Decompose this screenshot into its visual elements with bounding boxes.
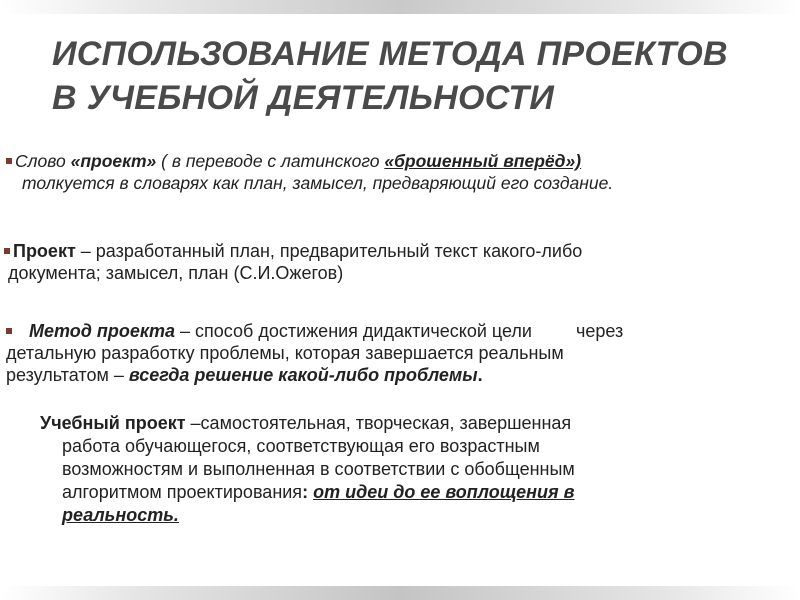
p1-intro: Слово [15, 151, 71, 171]
paragraph-word-project [6, 150, 786, 194]
paragraph-educational-project [40, 412, 720, 527]
p4-line-3: возможностям и выполненная в соответствии с обобщенным [62, 459, 575, 479]
p1-mid: ( в переводе с латинского [156, 151, 385, 171]
title-line-2: В УЧЕБНОЙ ДЕЯТЕЛЬНОСТИ [52, 79, 555, 117]
p3-period: . [477, 365, 483, 385]
p4-line-1-rest: –самостоятельная, творческая, завершенная [185, 413, 572, 433]
p3-line-1-rest: – способ достижения дидактической цели [175, 321, 532, 341]
p2-term: Проект [13, 241, 76, 261]
square-bullet-icon [4, 248, 10, 254]
slide-title [52, 32, 772, 120]
p3-line-2: детальную разработку проблемы, которая завершается реальным [6, 343, 564, 363]
title-line-1: ИСПОЛЬЗОВАНИЕ МЕТОДА ПРОЕКТОВ [52, 35, 728, 73]
p1-line-2: толкуется в словарях как план, замысел, предваряющий его создание. [22, 173, 614, 193]
p4-line-4-start: алгоритмом проектирования [62, 482, 303, 502]
square-bullet-icon [6, 158, 12, 164]
p2-line-1-rest: – разработанный план, предварительный текст какого-либо [75, 241, 583, 261]
square-bullet-icon [6, 328, 12, 334]
p1-term: «проект» [70, 151, 157, 171]
p3-through: через [576, 321, 624, 341]
p2-line-2: документа; замысел, план (С.И.Ожегов) [8, 263, 344, 283]
paragraph-project-definition [4, 240, 764, 284]
top-decor-bar [0, 0, 800, 14]
bottom-decor-bar [0, 586, 800, 600]
p4-line-2: работа обучающегося, соответствующая его возрастным [62, 436, 540, 456]
p4-motto-a: от идеи до ее воплощения в [313, 482, 575, 502]
p1-quote: «брошенный вперёд») [384, 151, 582, 171]
p3-term: Метод проекта [29, 321, 176, 341]
p3-emphasis: всегда решение какой-либо проблемы [128, 365, 478, 385]
p4-colon: : [302, 482, 309, 502]
p4-term: Учебный проект [40, 413, 186, 433]
paragraph-project-method [6, 320, 766, 386]
p3-line-3-start: результатом – [6, 365, 129, 385]
p4-motto-b: реальность. [62, 505, 179, 525]
